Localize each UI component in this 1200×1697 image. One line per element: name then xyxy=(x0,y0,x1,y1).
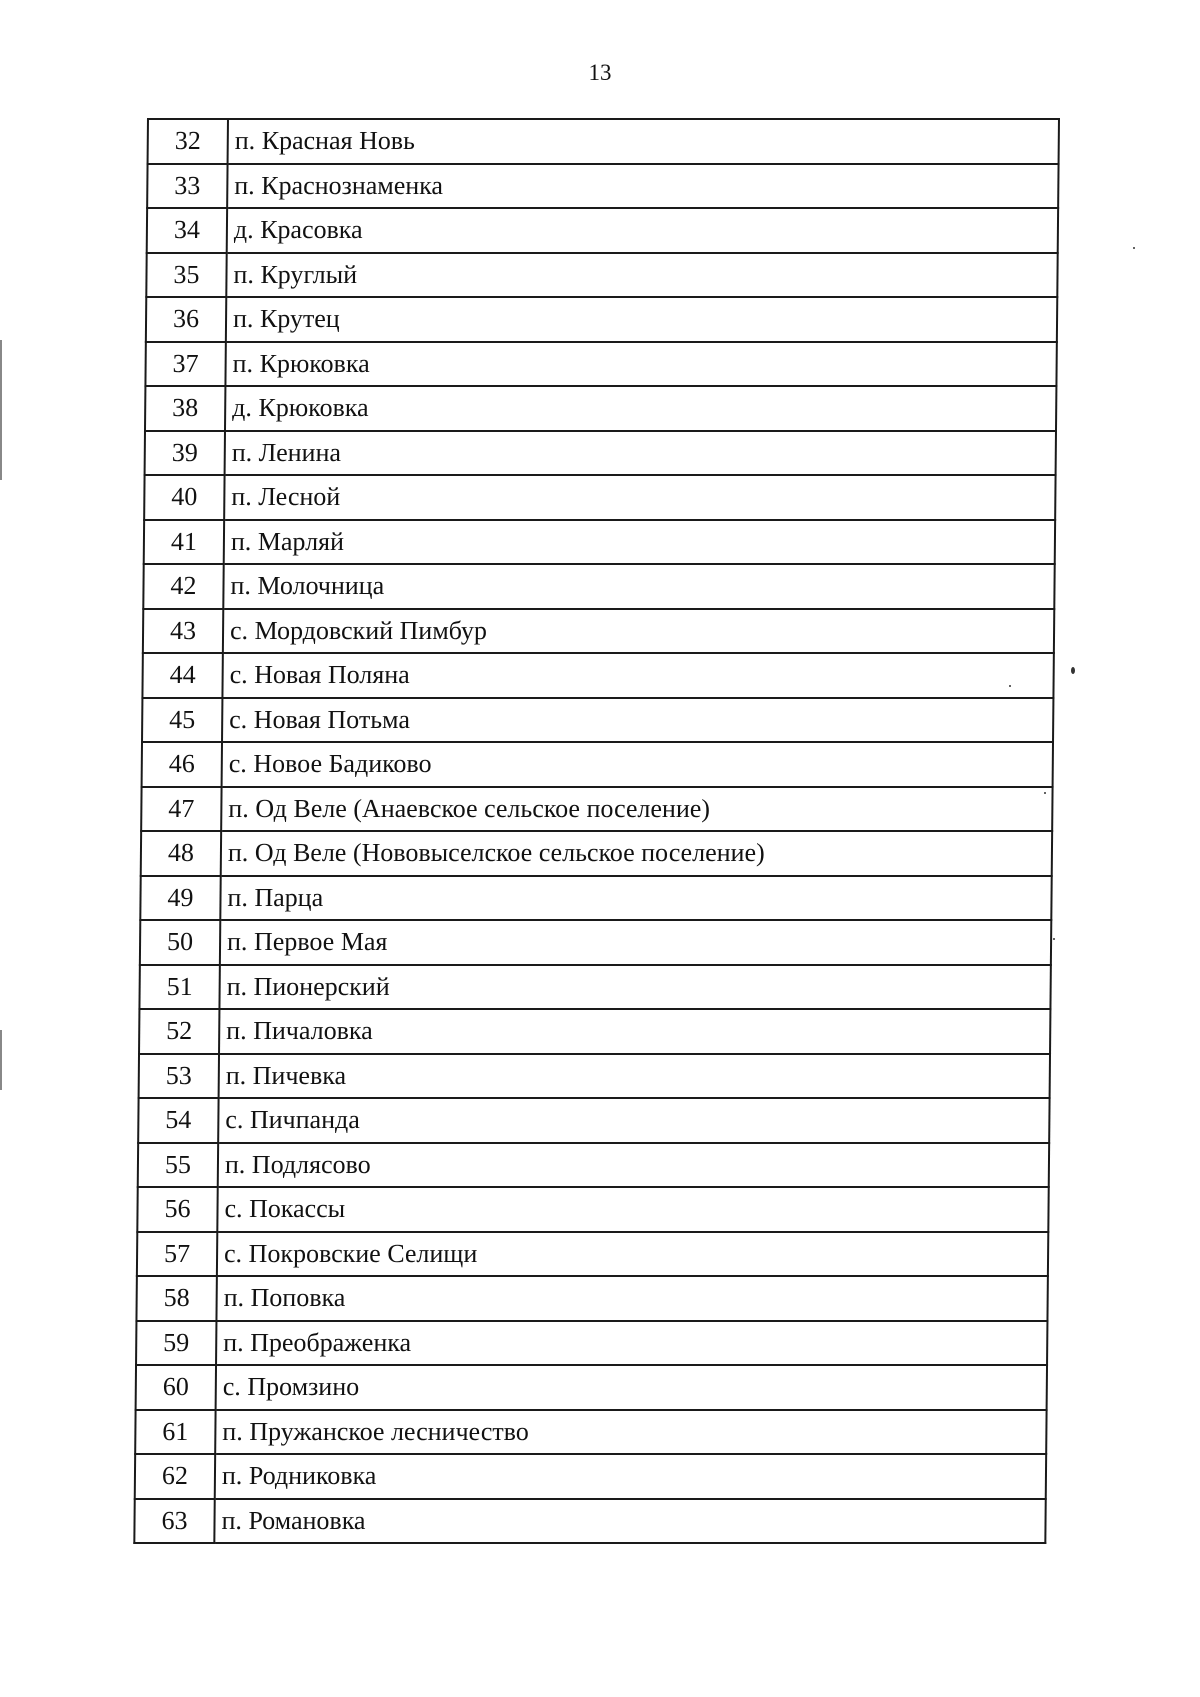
table-row xyxy=(139,965,1050,1010)
row-number: 46 xyxy=(142,742,222,787)
row-number: 48 xyxy=(141,831,221,876)
row-number: 50 xyxy=(140,920,220,965)
settlement-name: п. Поповка xyxy=(216,1276,1047,1321)
row-number: 51 xyxy=(139,965,219,1010)
table-row xyxy=(144,520,1055,565)
table-row xyxy=(135,1410,1046,1455)
settlement-name: п. Пружанское лесничество xyxy=(215,1410,1046,1455)
table-row xyxy=(145,342,1056,387)
row-number: 37 xyxy=(145,342,225,387)
settlement-name: п. Крюковка xyxy=(225,342,1056,387)
settlement-name: п. Краснознаменка xyxy=(227,164,1058,209)
scan-edge-line xyxy=(0,340,2,480)
row-number: 32 xyxy=(148,119,228,164)
table-row xyxy=(147,164,1058,209)
row-number: 58 xyxy=(136,1276,216,1321)
settlement-name: п. Круглый xyxy=(226,253,1057,298)
settlement-name: п. Од Веле (Анаевское сельское поселение) xyxy=(221,787,1052,832)
row-number: 35 xyxy=(146,253,226,298)
row-number: 52 xyxy=(139,1009,219,1054)
scan-edge-line xyxy=(0,1030,2,1090)
settlement-name: п. Романовка xyxy=(214,1499,1045,1544)
settlement-name: п. Пичевка xyxy=(219,1054,1050,1099)
table-row xyxy=(138,1098,1049,1143)
table-row xyxy=(143,609,1054,654)
settlement-name: п. Пионерский xyxy=(219,965,1050,1010)
table-row xyxy=(136,1321,1047,1366)
settlement-name: п. Преображенка xyxy=(216,1321,1047,1366)
table-row xyxy=(134,1499,1045,1544)
row-number: 54 xyxy=(138,1098,218,1143)
scan-speck xyxy=(1053,938,1055,940)
table-row xyxy=(142,742,1053,787)
table-row xyxy=(146,253,1057,298)
table-row xyxy=(146,297,1057,342)
row-number: 40 xyxy=(144,475,224,520)
row-number: 49 xyxy=(140,876,220,921)
row-number: 47 xyxy=(141,787,221,832)
row-number: 59 xyxy=(136,1321,216,1366)
settlement-name: с. Покассы xyxy=(217,1187,1048,1232)
row-number: 33 xyxy=(147,164,227,209)
row-number: 57 xyxy=(137,1232,217,1277)
row-number: 38 xyxy=(145,386,225,431)
row-number: 44 xyxy=(142,653,222,698)
settlement-name: с. Мордовский Пимбур xyxy=(223,609,1054,654)
page-number: 13 xyxy=(588,60,612,85)
settlement-name: п. Подлясово xyxy=(218,1143,1049,1188)
settlements-table-body xyxy=(134,119,1059,1543)
settlement-name: п. Ленина xyxy=(225,431,1056,476)
row-number: 41 xyxy=(144,520,224,565)
row-number: 34 xyxy=(147,208,227,253)
settlement-name: с. Новая Потьма xyxy=(222,698,1053,743)
row-number: 45 xyxy=(142,698,222,743)
settlement-name: п. Крутец xyxy=(226,297,1057,342)
table-row xyxy=(137,1187,1048,1232)
settlements-table xyxy=(133,118,1060,1544)
settlement-name: д. Крюковка xyxy=(225,386,1056,431)
row-number: 42 xyxy=(143,564,223,609)
table-row xyxy=(138,1143,1049,1188)
table-row xyxy=(140,876,1051,921)
scan-speck xyxy=(1009,685,1011,687)
scan-speck xyxy=(1133,247,1135,249)
row-number: 36 xyxy=(146,297,226,342)
row-number: 56 xyxy=(137,1187,217,1232)
settlement-name: п. Родниковка xyxy=(215,1454,1046,1499)
scan-speck xyxy=(1044,792,1046,794)
row-number: 39 xyxy=(145,431,225,476)
table-row xyxy=(144,475,1055,520)
settlement-name: п. Марляй xyxy=(224,520,1055,565)
table-row xyxy=(143,564,1054,609)
table-row xyxy=(141,787,1052,832)
settlement-name: п. Парца xyxy=(220,876,1051,921)
settlement-name: п. Молочница xyxy=(223,564,1054,609)
settlement-name: п. Лесной xyxy=(224,475,1055,520)
row-number: 62 xyxy=(135,1454,215,1499)
table-row xyxy=(147,208,1058,253)
settlement-name: д. Красовка xyxy=(227,208,1058,253)
table-row xyxy=(136,1365,1047,1410)
row-number: 53 xyxy=(139,1054,219,1099)
settlement-name: с. Новая Поляна xyxy=(222,653,1053,698)
settlement-name: п. Красная Новь xyxy=(228,119,1059,164)
table-row xyxy=(145,431,1056,476)
table-row xyxy=(142,653,1053,698)
table-row xyxy=(142,698,1053,743)
table-row xyxy=(136,1276,1047,1321)
settlement-name: с. Пичпанда xyxy=(218,1098,1049,1143)
settlement-name: с. Промзино xyxy=(216,1365,1047,1410)
row-number: 55 xyxy=(138,1143,218,1188)
row-number: 43 xyxy=(143,609,223,654)
settlement-name: с. Покровские Селищи xyxy=(217,1232,1048,1277)
table-row xyxy=(135,1454,1046,1499)
scan-speck xyxy=(1071,667,1075,674)
table-row xyxy=(139,1009,1050,1054)
table-row xyxy=(137,1232,1048,1277)
row-number: 60 xyxy=(136,1365,216,1410)
table-row xyxy=(140,920,1051,965)
settlement-name: п. Од Веле (Нововыселское сельское поселение) xyxy=(221,831,1052,876)
table-row xyxy=(141,831,1052,876)
row-number: 61 xyxy=(135,1410,215,1455)
table-row xyxy=(148,119,1059,164)
settlement-name: с. Новое Бадиково xyxy=(222,742,1053,787)
row-number: 63 xyxy=(134,1499,214,1544)
table-row xyxy=(145,386,1056,431)
settlement-name: п. Пичаловка xyxy=(219,1009,1050,1054)
table-row xyxy=(139,1054,1050,1099)
settlement-name: п. Первое Мая xyxy=(220,920,1051,965)
